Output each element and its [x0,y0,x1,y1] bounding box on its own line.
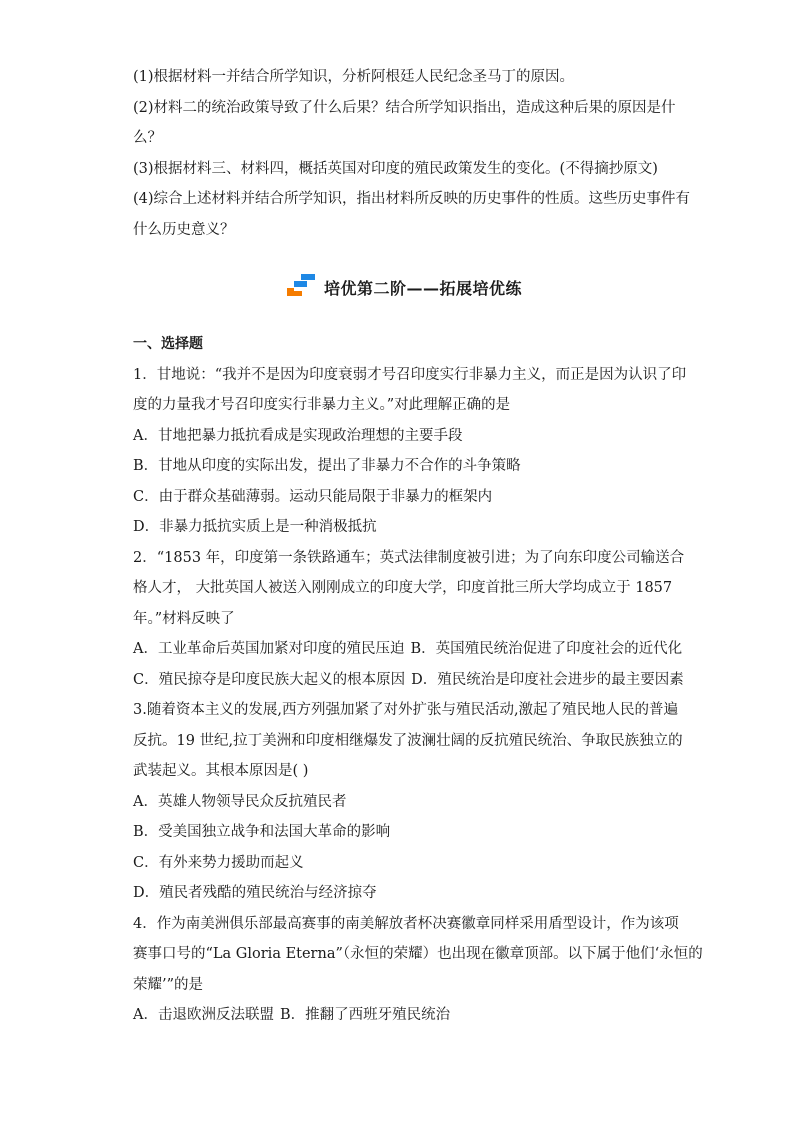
option-c: C．由于群众基础薄弱。运动只能局限于非暴力的框架内 [133,488,493,505]
question-stem-line: 年。”材料反映了 [133,610,235,627]
option-a: A．甘地把暴力抵抗看成是实现政治理想的主要手段 [133,427,463,444]
question-line: (3)根据材料三、材料四，概括英国对印度的殖民政策发生的变化。(不得摘抄原文) [133,160,658,177]
question-stem-line: 1．甘地说：“我并不是因为印度衰弱才号召印度实行非暴力主义，而正是因为认识了印 [133,366,687,383]
option-row [133,634,683,665]
stairs-icon [284,272,320,302]
question-stem-line: 4．作为南美洲俱乐部最高赛事的南美解放者杯决赛徽章同样采用盾型设计，作为该项 [133,915,679,932]
option-c: C．有外来势力援助而起义 [133,854,304,871]
questions-top [133,62,691,245]
option-b: B．受美国独立战争和法国大革命的影响 [133,824,391,840]
question-stem-line: 格人才， 大批英国人被送入刚刚成立的印度大学，印度首批三所大学均成立于 1857 [133,580,673,596]
banner-title: 培优第二阶——拓展培优练 [323,278,522,298]
question-stem-line: 2．“1853 年，印度第一条铁路通车；英式法律制度被引进；为了向东印度公司输送合 [133,549,685,566]
question-4 [133,909,703,1031]
question-stem-line: 度的力量我才号召印度实行非暴力主义。”对此理解正确的是 [133,397,511,413]
option-d: D．非暴力抵抗实质上是一种消极抵抗 [133,519,377,535]
question-line: (2)材料二的统治政策导致了什么后果？结合所学知识指出，造成这种后果的原因是什 [133,99,676,116]
option-d: D．殖民者残酷的殖民统治与经济掠夺 [133,885,377,901]
option-a: A．工业革命后英国加紧对印度的殖民压迫 [133,641,405,657]
option-d: D．殖民统治是印度社会进步的最主要因素 [411,671,684,688]
question-line: (4)综合上述材料并结合所学知识，指出材料所反映的历史事件的性质。这些历史事件有 [133,191,691,207]
question-line: 么？ [133,130,162,146]
option-a: A．英雄人物领导民众反抗殖民者 [133,793,347,810]
question-stem-line: 武装起义。其根本原因是( ) [133,763,309,779]
option-b: B．英国殖民统治促进了印度社会的近代化 [410,641,683,657]
option-row [133,665,684,696]
question-stem-line: 反抗。19 世纪,拉丁美洲和印度相继爆发了波澜壮阔的反抗殖民统治、争取民族独立的 [133,732,683,749]
question-stem-line: 3.随着资本主义的发展,西方列强加紧了对外扩张与殖民活动,激起了殖民地人民的普遍 [133,702,679,718]
question-line: (1)根据材料一并结合所学知识，分析阿根廷人民纪念圣马丁的原因。 [133,69,575,85]
question-line: 什么历史意义？ [133,221,235,238]
section-heading: 一、选择题 [133,336,203,352]
question-2 [133,543,685,696]
option-c: C．殖民掠夺是印度民族大起义的根本原因 [133,671,406,688]
option-row [133,1000,673,1031]
section-banner [133,267,673,307]
question-stem-line: 赛事口号的“La Gloria Eterna”（永恒的荣耀）也出现在徽章顶部。以下属于他们‘永恒的 [133,946,703,962]
option-a: A．击退欧洲反法联盟 [133,1007,274,1023]
question-1 [133,360,687,543]
question-3 [133,695,683,909]
option-b: B．甘地从印度的实际出发，提出了非暴力不合作的斗争策略 [133,458,521,474]
question-stem-line: 荣耀’”的是 [133,976,204,993]
option-b: B．推翻了西班牙殖民统治 [279,1007,451,1023]
document-page [133,62,703,1031]
